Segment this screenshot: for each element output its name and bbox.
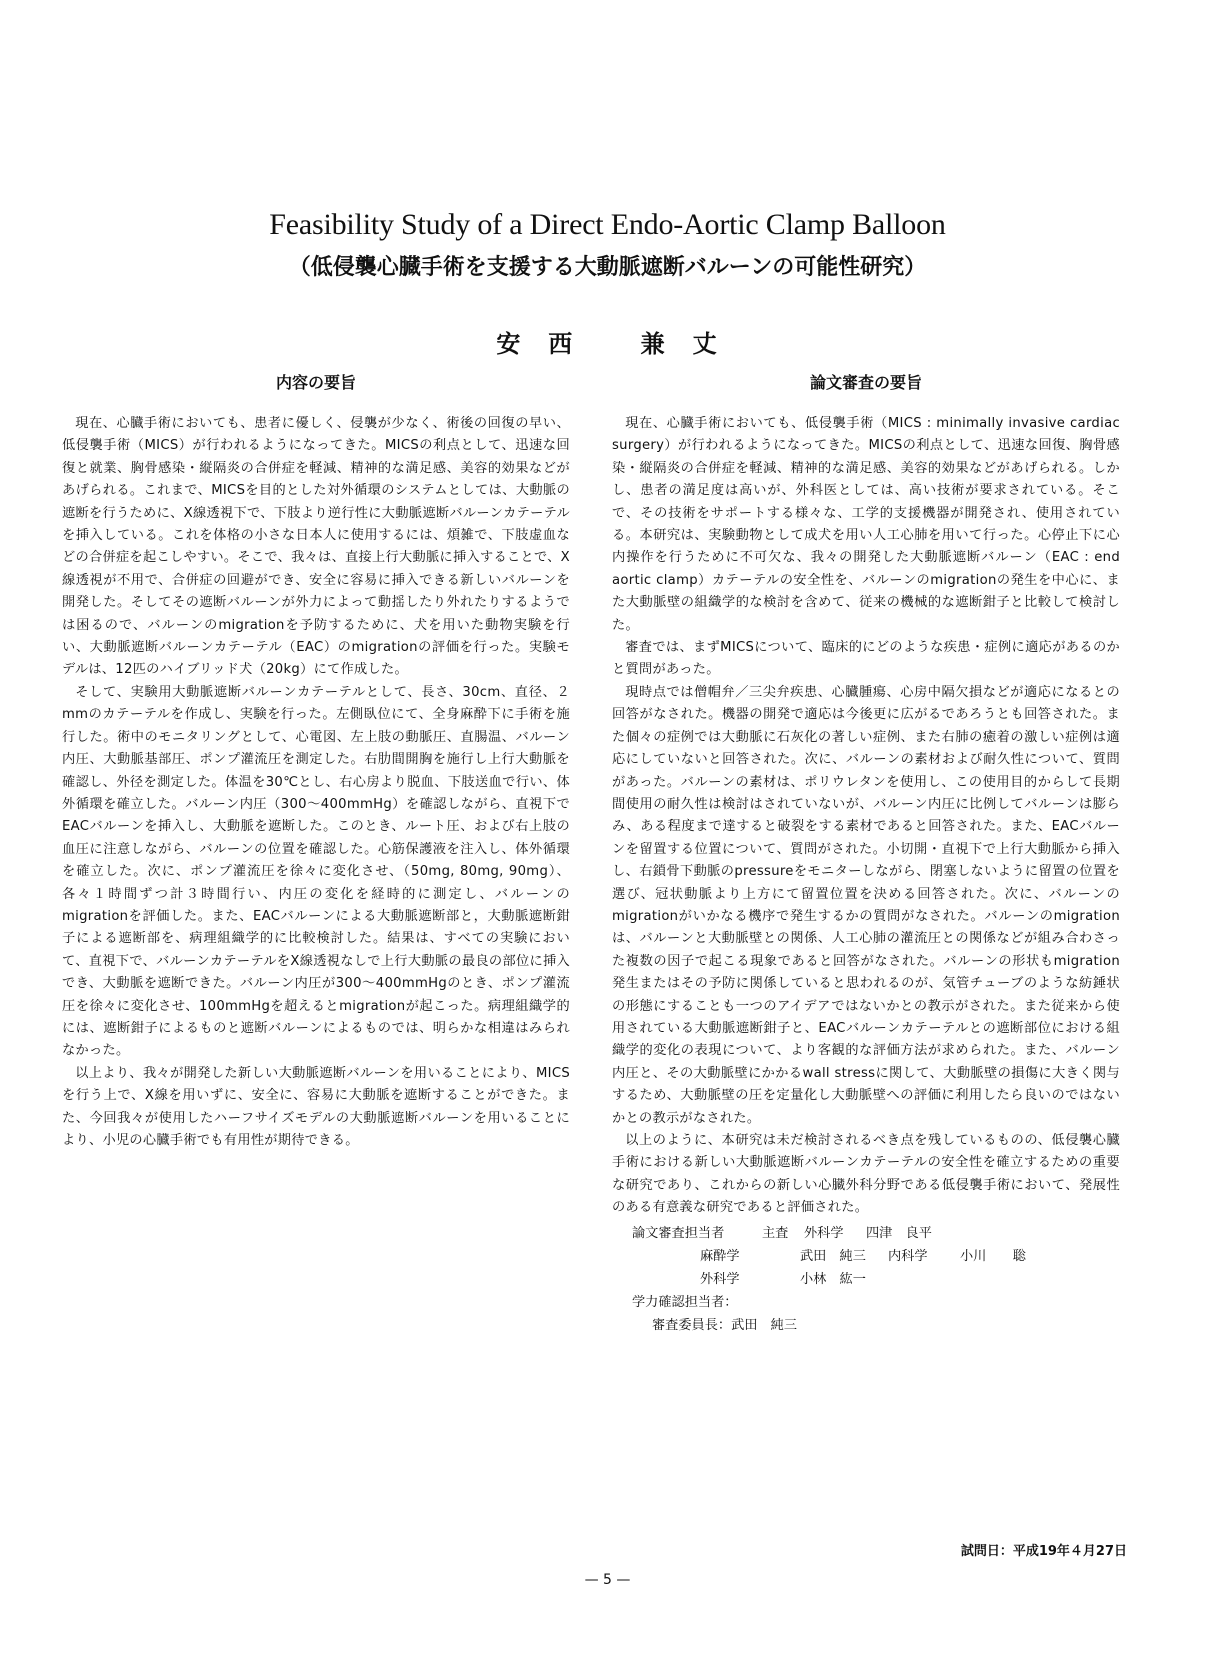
abstract-heading: 内容の要旨 xyxy=(275,373,356,392)
paper-subtitle: （低侵襲心臓手術を支援する大動脈遮断バルーンの可能性研究） xyxy=(288,255,927,280)
review-paragraph: 現在、心臓手術においても、低侵襲手術（MICS : minimally invasive cardiac surgery）が行われるようになってきた。MICSの利点として、迅速な回復、胸骨感染・縦隔炎の合併症を軽減、精神的な満足感、美容的効果などがあげられる。しかし、患者の満足度は高いが、外科医としては、高い技術が要求されている。そこで、その技術をサポートする様々な、工学的支援機器が開発され、使用されている。本研究は、実験動物として成犬を用い人工心肺を用いて行った。心停止下に心内操作を行うために不可欠な、我々の開発した大動脈遮断バルーン（EAC : end aortic clamp）カテーテルの安全性を、バルーンのmigrationの発生を中心に、また大動脈壁の組織学的な検討を含めて、従来の機械的な遮断鉗子と比較して検討した。 xyxy=(612,416,1120,633)
review-heading: 論文審査の要旨 xyxy=(809,373,922,392)
page-number: — 5 — xyxy=(584,1572,631,1588)
reviewer-name: 小川 聡 xyxy=(960,1248,1026,1264)
chief-role: 主査 xyxy=(762,1225,789,1241)
exam-date: 試問日：平成19年４月27日 xyxy=(960,1544,1127,1559)
author-given-name: 兼 丈 xyxy=(640,330,719,358)
review-paragraph: 現時点では僧帽弁／三尖弁疾患、心臓腫瘍、心房中隔欠損などが適応になるとの回答がなされた。機器の開発で適応は今後更に広がるであろうとも回答された。また個々の症例では大動脈に石灰化の著しい症例、また右肺の癒着の激しい症例は適応にしていないと回答された。次に、バルーンの素材および耐久性について、質問があった。バルーンの素材は、ポリウレタンを使用し、この使用目的からして長期間使用の耐久性は検討はされていないが、バルーン内圧に比例してバルーンは膨らみ、ある程度まで達すると破裂をする素材であると回答された。また、EACバルーンを留置する位置について、質問がされた。小切開・直視下で上行大動脈から挿入し、右鎖骨下動脈のpressureをモニターしながら、閉塞しないように留置の位置を選び、冠状動脈より上方にて留置位置を決める回答された。次に、バルーンのmigrationがいかなる機序で発生するかの質問がなされた。バルーンのmigrationは、バルーンと大動脈壁との関係、人工心肺の灌流圧との関係などが組み合わさった複数の因子で起こる現象であると回答がなされた。バルーンの形状もmigration発生またはその予防に関係していると思われるのが、気管チューブのような紡錘状の形態にすることも一つのアイデアではないかとの教示がされた。また従来から使用されている大動脈遮断鉗子と、EACバルーンカテーテルとの遮断部位における組織学的変化の表現について、より客観的な評価方法が求められた。また、バルーン内圧と、その大動脈壁にかかるwall stressに関して、大動脈壁の損傷に大きく関与するため、大動脈壁の圧を定量化し大動脈壁への評価に利用したら良いのではないかとの教示がなされた。 xyxy=(612,684,1120,1126)
abstract-column xyxy=(62,370,570,1152)
reviewer-dept: 麻酔学 xyxy=(700,1248,740,1264)
committee-chair: 審査委員長：武田 純三 xyxy=(652,1317,798,1333)
reviewer-row xyxy=(612,1245,1120,1268)
reviewer-dept: 外科学 xyxy=(700,1271,740,1287)
author-name xyxy=(0,324,1215,359)
abstract-paragraph: そして、実験用大動脈遮断バルーンカテーテルとして、長さ、30cm、直径、２mmのカテーテルを作成し、実験を行った。左側臥位にて、全身麻酔下に手術を施行した。術中のモニタリングとして、心電図、左上肢の動脈圧、直腸温、バルーン内圧、大動脈基部圧、ポンプ灌流圧を測定した。右肋間開胸を施行し上行大動脈を確認し、外径を測定した。体温を30℃とし、右心房より脱血、下肢送血で行い、体外循環を確立した。バルーン内圧（300～400mmHg）を確認しながら、直視下でEACバルーンを挿入し、大動脈を遮断した。このとき、ルート圧、および右上肢の血圧に注意しながら、バルーンの位置を確認した。心筋保護液を注入し、体外循環を確立した。次に、ポンプ灌流圧を徐々に変化させ、（50mg, 80mg, 90mg）、各々１時間ずつ計３時間行い、内圧の変化を経時的に測定し、バルーンのmigrationを評価した。また、EACバルーンによる大動脈遮断部と，大動脈遮断鉗子による遮断部を、病理組織学的に比較検討した。結果は、すべての実験において、直視下で、バルーンカテーテルをX線透視なしで上行大動脈の最良の部位に挿入でき、大動脈を遮断できた。バルーン内圧が300～400mmHgのとき、ポンプ灌流圧を徐々に変化させ、100mmHgを超えるとmigrationが起こった。病理組織学的には、遮断鉗子によるものと遮断バルーンによるものでは、明らかな相違はみられなかった。 xyxy=(62,684,570,1059)
abstract-paragraph: 以上より、我々が開発した新しい大動脈遮断バルーンを用いることにより、MICSを行う上で、X線を用いずに、安全に、容易に大動脈を遮断することができた。また、今回我々が使用したハーフサイズモデルの大動脈遮断バルーンを用いることにより、小児の心臓手術でも有用性が期待できる。 xyxy=(62,1065,570,1148)
reviewer-row xyxy=(612,1268,1120,1291)
reviewer-name: 武田 純三 xyxy=(800,1248,866,1264)
reviewer-list xyxy=(612,1222,1120,1337)
abstract-paragraph: 現在、心臓手術においても、患者に優しく、侵襲が少なく、術後の回復の早い、低侵襲手術（MICS）が行われるようになってきた。MICSの利点として、迅速な回復と就業、胸骨感染・縦隔炎の合併症を軽減、精神的な満足感、美容的効果などがあげられる。これまで、MICSを目的とした対外循環のシステムとしては、大動脈の遮断を行うために、X線透視下で、下肢より逆行性に大動脈遮断バルーンカテーテルを挿入している。これを体格の小さな日本人に使用するには、煩雑で、下肢虚血などの合併症を起こしやすい。そこで、我々は、直接上行大動脈に挿入することで、X線透視が不用で、合併症の回避ができ、安全に容易に挿入できる新しいバルーンを開発した。そしてその遮断バルーンが外力によって動揺したり外れたりするようでは困るので、バルーンのmigrationを予防するために、犬を用いた動物実験を行い、大動脈遮断バルーンカテーテル（EAC）のmigrationの評価を行った。実験モデルは、12匹のハイブリッド犬（20kg）にて作成した。 xyxy=(62,416,570,678)
reviewer-row xyxy=(612,1222,1120,1245)
author-family-name: 安 西 xyxy=(496,330,575,358)
review-paragraph: 審査では、まずMICSについて、臨床的にどのような疾患・症例に適応があるのかと質問があった。 xyxy=(612,640,1120,678)
paper-title: Feasibility Study of a Direct Endo-Aortic Clamp Balloon xyxy=(269,208,946,241)
chief-dept: 外科学 xyxy=(804,1225,844,1241)
review-column xyxy=(612,370,1120,1337)
reviewer-label: 論文審査担当者 xyxy=(632,1225,725,1241)
reviewer-name: 小林 紘一 xyxy=(800,1271,866,1287)
chief-name: 四津 良平 xyxy=(866,1225,932,1241)
review-paragraph: 以上のように、本研究は未だ検討されるべき点を残しているものの、低侵襲心臓手術における新しい大動脈遮断バルーンカテーテルの安全性を確立するための重要な研究であり、これからの新しい心臓外科分野である低侵襲手術において、発展性のある有意義な研究であると評価された。 xyxy=(612,1133,1120,1216)
reviewer-dept: 内科学 xyxy=(888,1248,928,1264)
committee-label: 学力確認担当者： xyxy=(632,1294,738,1310)
